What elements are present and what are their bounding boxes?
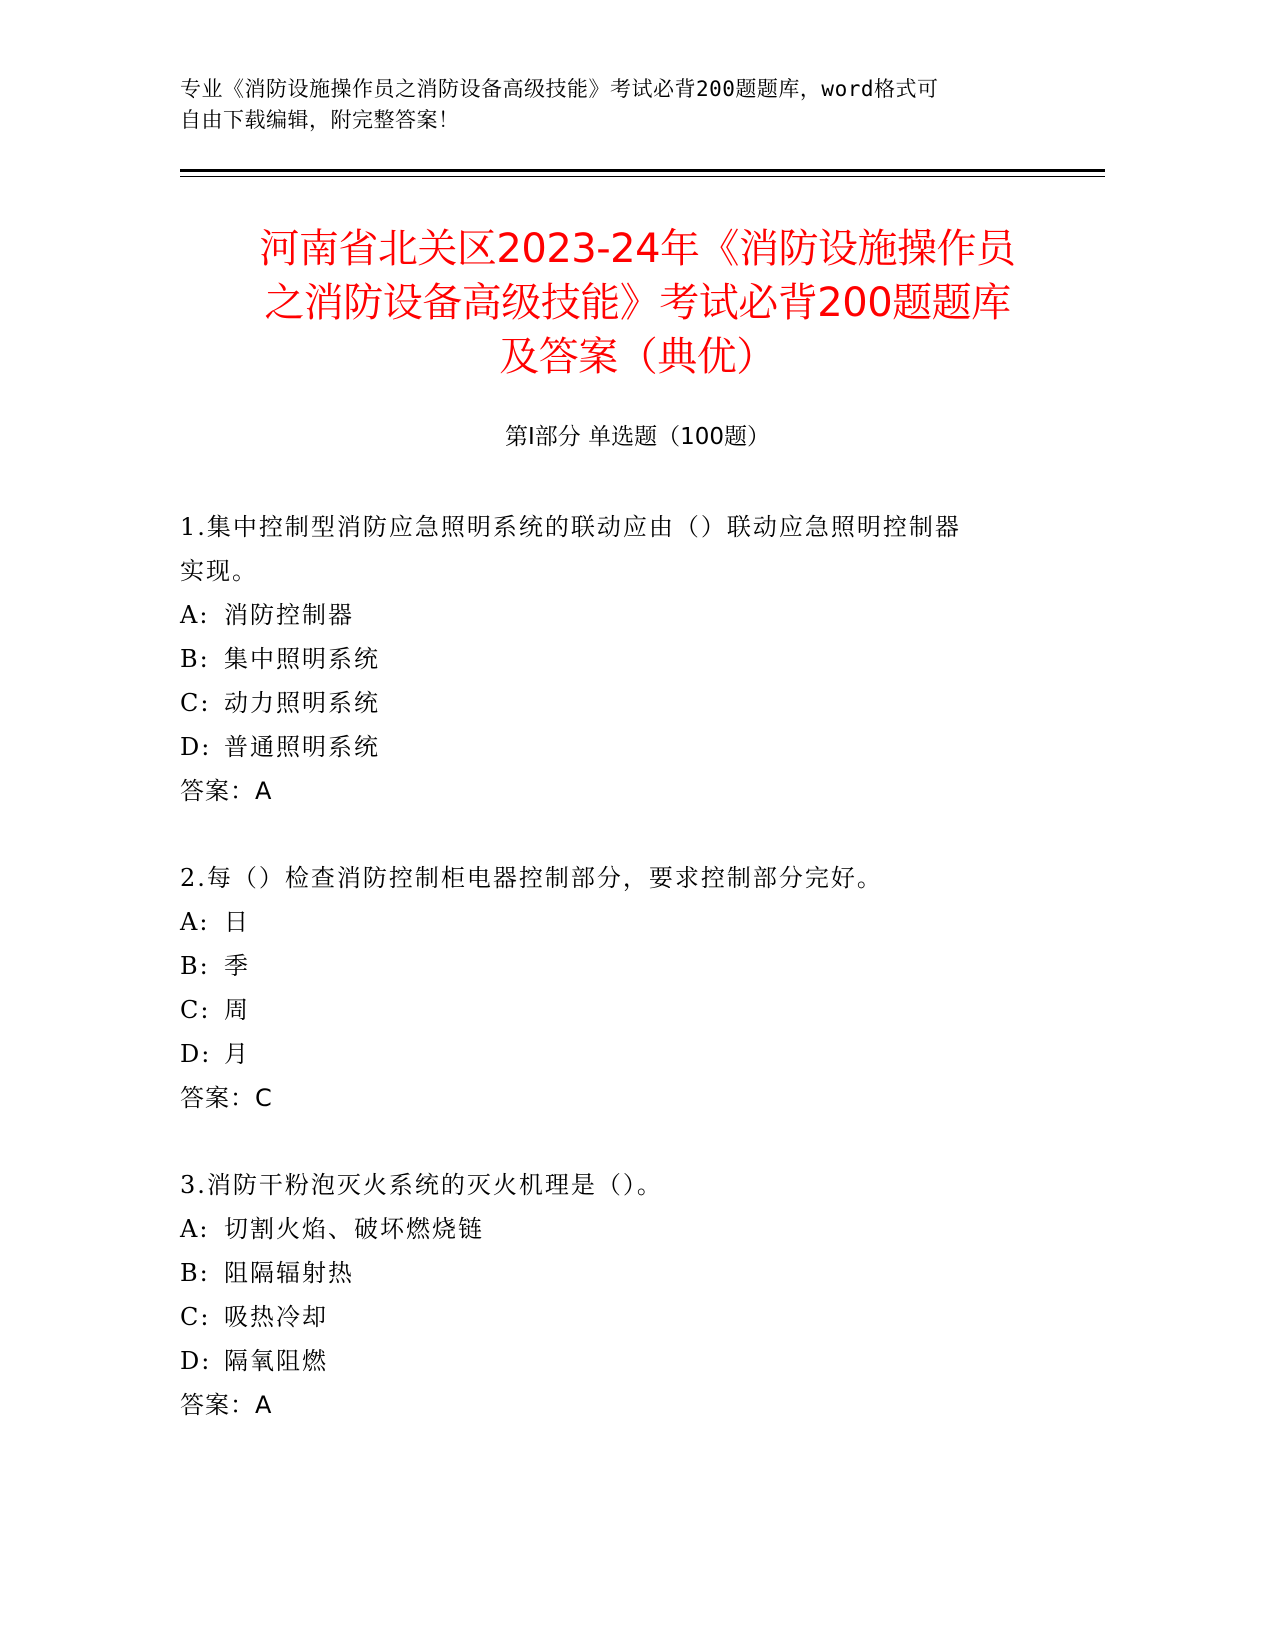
header-note [180, 74, 1040, 136]
option-key: C: [180, 1303, 211, 1331]
question-text-line1: 1.集中控制型消防应急照明系统的联动应由（）联动应急照明控制器 [180, 513, 961, 541]
title-line3: 及答案（典优） [499, 334, 776, 380]
option-key: A: [180, 601, 210, 629]
header-note-line1: 专业《消防设施操作员之消防设备高级技能》考试必背200题题库，word格式可 [180, 77, 939, 101]
option-a [180, 593, 1060, 637]
option-text: 月 [224, 1040, 250, 1068]
option-b [180, 637, 1060, 681]
option-b [180, 1251, 1060, 1295]
question-item [180, 856, 1060, 1120]
answer-label: 答案：A [180, 777, 273, 805]
header-note-line2: 自由下载编辑，附完整答案！ [180, 108, 460, 132]
document-title [160, 222, 1115, 384]
question-item [180, 505, 1060, 813]
question-item [180, 1163, 1060, 1427]
option-key: C: [180, 689, 211, 717]
option-text: 普通照明系统 [224, 733, 380, 761]
option-text: 隔氧阻燃 [224, 1347, 328, 1375]
option-key: A: [180, 908, 210, 936]
question-text [180, 1163, 1060, 1207]
option-a [180, 1207, 1060, 1251]
option-key: D: [180, 733, 212, 761]
question-text [180, 505, 1060, 593]
option-key: A: [180, 1215, 210, 1243]
option-c [180, 988, 1060, 1032]
option-text: 集中照明系统 [224, 645, 380, 673]
option-c [180, 681, 1060, 725]
option-key: D: [180, 1347, 212, 1375]
option-text: 阻隔辐射热 [224, 1259, 354, 1287]
answer-label: 答案：A [180, 1391, 273, 1419]
question-text [180, 856, 1060, 900]
title-line1: 河南省北关区2023-24年《消防设施操作员 [259, 226, 1016, 272]
option-text: 周 [224, 996, 250, 1024]
title-line2: 之消防设备高级技能》考试必背200题题库 [264, 280, 1011, 326]
option-text: 动力照明系统 [224, 689, 380, 717]
question-list [180, 505, 1060, 1470]
option-key: B: [180, 1259, 210, 1287]
option-key: B: [180, 645, 210, 673]
option-d [180, 725, 1060, 769]
answer-label: 答案：C [180, 1084, 273, 1112]
question-text-line1: 2.每（）检查消防控制柜电器控制部分，要求控制部分完好。 [180, 864, 883, 892]
header-divider-thick [180, 169, 1105, 172]
option-text: 日 [224, 908, 250, 936]
option-key: D: [180, 1040, 212, 1068]
header-divider-thin [180, 176, 1105, 177]
option-text: 吸热冷却 [224, 1303, 328, 1331]
option-d [180, 1032, 1060, 1076]
option-key: C: [180, 996, 211, 1024]
option-text: 季 [224, 952, 250, 980]
option-text: 切割火焰、破坏燃烧链 [224, 1215, 484, 1243]
question-text-line2: 实现。 [180, 557, 258, 585]
option-c [180, 1295, 1060, 1339]
option-text: 消防控制器 [224, 601, 354, 629]
question-text-line1: 3.消防干粉泡灭火系统的灭火机理是（）。 [180, 1171, 663, 1199]
option-b [180, 944, 1060, 988]
section-heading: 第Ⅰ部分 单选题（100题） [505, 424, 770, 450]
option-key: B: [180, 952, 210, 980]
option-d [180, 1339, 1060, 1383]
option-a [180, 900, 1060, 944]
